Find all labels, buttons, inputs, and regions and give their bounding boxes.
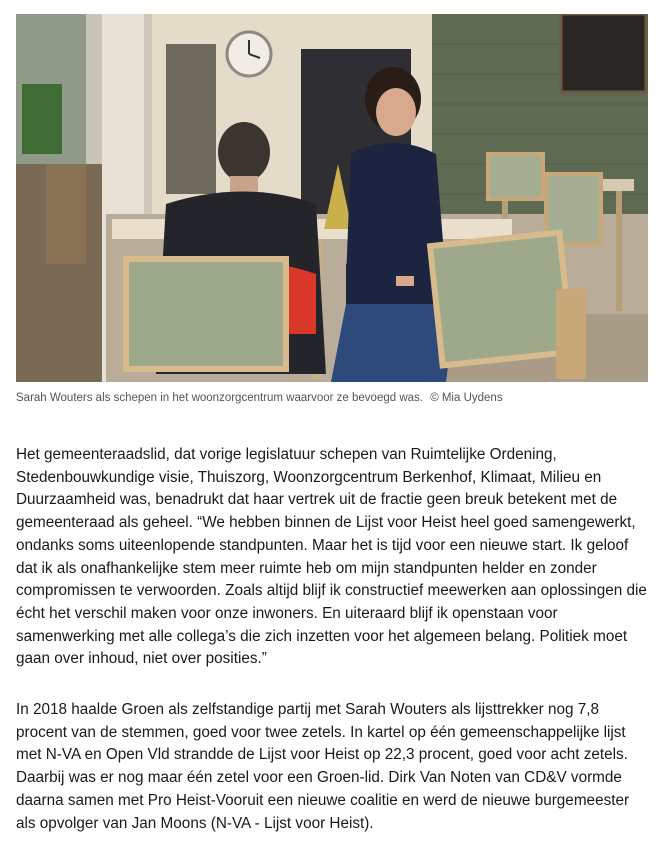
photo-credit: © Mia Uydens — [430, 392, 503, 404]
caption-text: Sarah Wouters als schepen in het woonzorgcentrum waarvoor ze bevoegd was. — [16, 392, 423, 404]
article-paragraph: In 2018 haalde Groen als zelfstandige partij met Sarah Wouters als lijsttrekker nog 7,8 procent van de stemmen, goed voor twee zetels. In kartel op één gemeenschappelijke lijst met N-VA en Open Vld strandde de Lijst voor Heist op 22,3 procent, goed voor acht zetels. Daarbij was er nog maar één zetel voor een Groen-lid. Dirk Van Noten van CD&V vormde daarna samen met Pro Heist-Vooruit een nieuwe coalitie en werd de nieuwe burgemeester als opvolger van Jan Moons (N-VA - Lijst voor Heist). — [16, 701, 630, 832]
photo-caption — [16, 391, 648, 405]
article-body — [16, 444, 648, 863]
photo-icon — [16, 14, 648, 382]
article-paragraph: Het gemeenteraadslid, dat vorige legislatuur schepen van Ruimtelijke Ordening, Stedenbouwkundige visie, Thuiszorg, Woonzorgcentrum Berkenhof, Klimaat, Milieu en Duurzaamheid was, benadrukt dat haar vertrek uit de fractie geen breuk betekent met de gemeenteraad als geheel. “We hebben binnen de Lijst voor Heist heel goed samengewerkt, ondanks soms uiteenlopende standpunten. Maar het is tijd voor een nieuwe start. Ik geloof dat ik als onafhankelijke stem meer ruimte heb om mijn standpunten helder en zonder compromissen te verwoorden. Zoals altijd blijf ik constructief meewerken aan oplossingen die écht het verschil maken voor onze inwoners. En uiteraard blijf ik openstaan voor samenwerking met alle collega’s die zich inzetten voor het algemeen belang. Politiek moet gaan over inhoud, niet over posities.” — [16, 446, 647, 668]
article-photo — [16, 14, 648, 382]
